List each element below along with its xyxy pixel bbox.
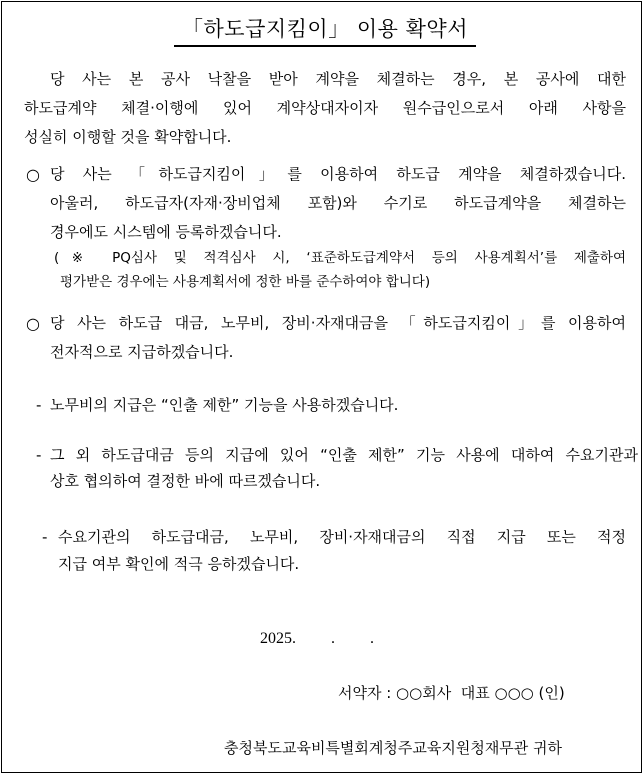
item1-note-line-2: 평가받은 경우에는 사용계획서에 정한 바를 준수하여야 합니다): [60, 274, 431, 290]
intro-line-2: 하도급계약 체결·이행에 있어 계약상대자이자 원수급인으로서 아래 사항을: [24, 99, 626, 117]
item1-note-line-1: (※ PQ심사 및 적격심사 시, ‘표준하도급계약서 등의 사용계획서’를 제출하여: [54, 250, 626, 266]
sub2-line-2: 상호 협의하여 결정한 바에 따르겠습니다.: [50, 472, 321, 490]
date-year: 2025.: [260, 630, 296, 647]
sub2-line-1: 그 외 하도급대금 등의 지급에 있어 “인출 제한” 기능 사용에 대하여 수요기관과: [50, 446, 638, 464]
signature-line: 서약자 : ○○회사 대표 ○○○ (인): [338, 684, 565, 702]
item2-line-1: 당 사는 하도급 대금, 노무비, 장비·자재대금을 「하도급지킴이」를 이용하여: [50, 314, 626, 332]
sub1-line-1: 노무비의 지급은 “인출 제한” 기능을 사용하겠습니다.: [50, 396, 399, 414]
date-month: .: [331, 630, 335, 647]
bullet-2: ○: [26, 314, 40, 333]
addressee: 충청북도교육비특별회계청주교육지원청재무관 귀하: [224, 739, 563, 757]
item2-line-2: 전자적으로 지급하겠습니다.: [50, 343, 234, 361]
dash-3: -: [42, 528, 48, 546]
pledge-document: [1, 1, 642, 773]
item1-line-1: 당 사는 「하도급지킴이」를 이용하여 하도급 계약을 체결하겠습니다.: [50, 165, 626, 183]
sub3-line-2: 지급 여부 확인에 적극 응하겠습니다.: [58, 555, 300, 573]
intro-line-3: 성실히 이행할 것을 확약합니다.: [24, 128, 232, 146]
title-underline: [174, 45, 476, 47]
intro-line-1: 당 사는 본 공사 낙찰을 받아 계약을 체결하는 경우, 본 공사에 대한: [50, 70, 626, 88]
item1-line-3: 경우에도 시스템에 등록하겠습니다.: [50, 223, 282, 241]
dash-1: -: [36, 396, 42, 414]
bullet-1: ○: [26, 165, 40, 184]
dash-2: -: [36, 446, 42, 464]
document-title: 「하도급지킴이」 이용 확약서: [182, 17, 468, 41]
sub3-line-1: 수요기관의 하도급대금, 노무비, 장비·자재대금의 직접 지급 또는 적정: [58, 528, 626, 546]
item1-line-2: 아울러, 하도급자(자재·장비업체 포함)와 수기로 하도급계약을 체결하는: [50, 194, 626, 212]
date-day: .: [370, 630, 374, 647]
